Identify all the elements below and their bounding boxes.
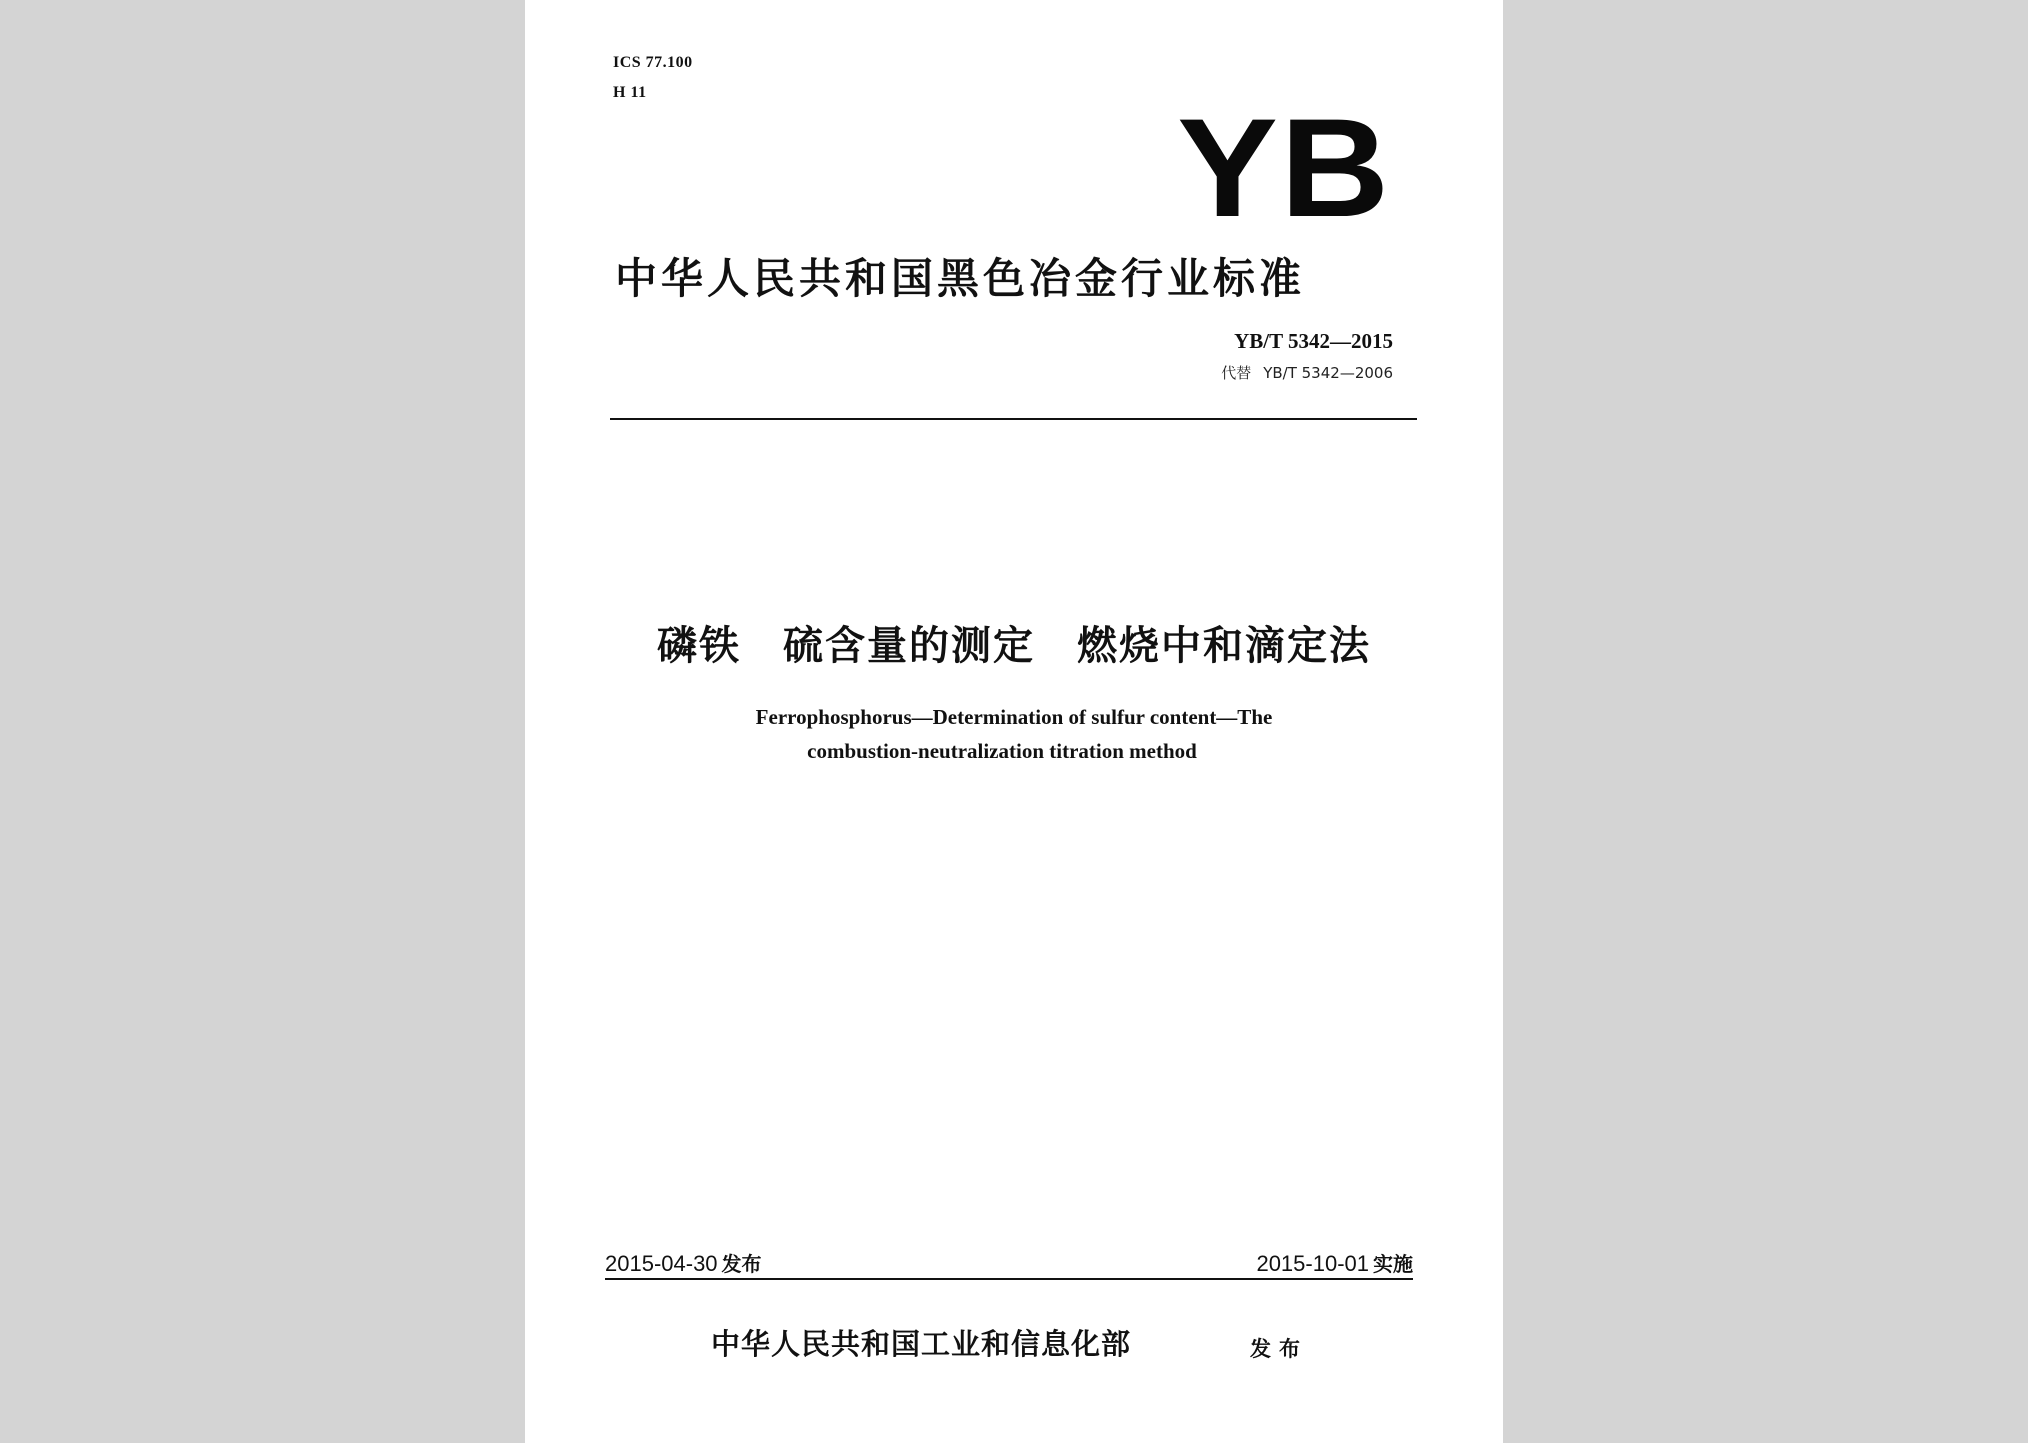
replaced-standard-number: YB/T 5342—2006	[1263, 364, 1393, 382]
document-page	[525, 0, 1503, 1443]
yb-logo: YB	[1176, 89, 1391, 246]
issue-label: 发布	[1250, 1337, 1308, 1361]
title-english	[525, 700, 1503, 768]
implement-date-line	[1256, 1248, 1413, 1277]
replaces-line	[1221, 362, 1393, 383]
implement-label: 实施	[1373, 1252, 1413, 1276]
replaces-label: 代替	[1221, 364, 1252, 382]
standard-authority-title: 中华人民共和国黑色冶金行业标准	[615, 254, 1306, 303]
publish-label: 发布	[721, 1252, 762, 1276]
classification-code: H 11	[613, 84, 647, 101]
standard-number: YB/T 5342—2015	[1234, 329, 1393, 353]
header-divider	[610, 418, 1417, 420]
title-english-line1: Ferrophosphorus—Determination of sulfur content—The	[755, 705, 1273, 729]
title-chinese: 磷铁 硫含量的测定 燃烧中和滴定法	[657, 623, 1371, 669]
footer-divider	[605, 1278, 1413, 1280]
issuing-ministry: 中华人民共和国工业和信息化部	[711, 1327, 1132, 1361]
publish-date-line	[605, 1248, 762, 1277]
publish-date: 2015-04-30	[605, 1251, 718, 1276]
implement-date: 2015-10-01	[1256, 1251, 1369, 1276]
title-english-line2: combustion-neutralization titration method	[807, 739, 1197, 763]
ics-code: ICS 77.100	[613, 54, 693, 71]
